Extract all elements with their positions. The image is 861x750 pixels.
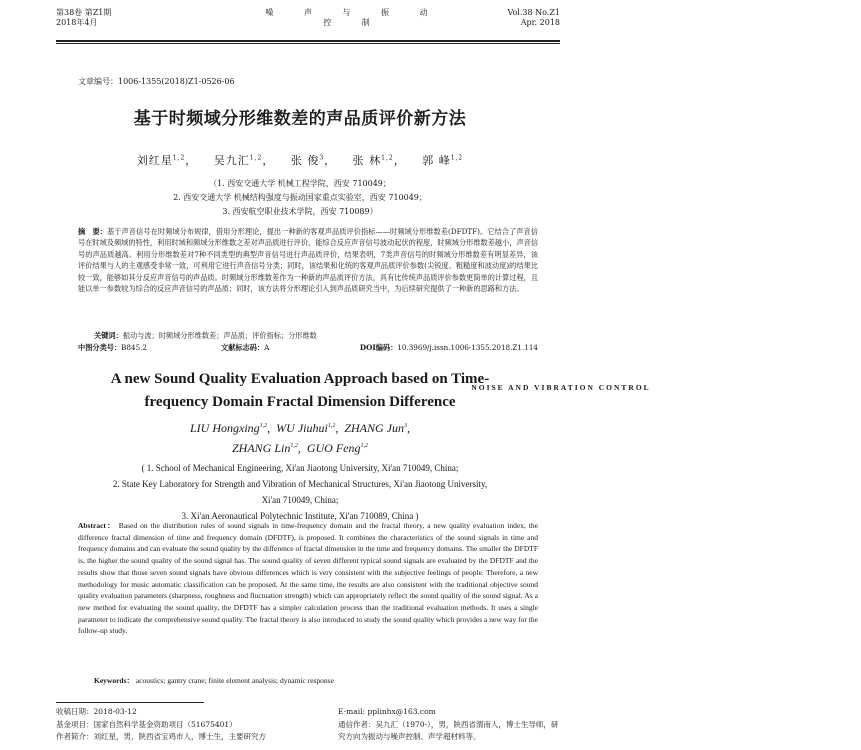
header-journal-cn: 噪 声 与 振 动 控 制: [265, 8, 442, 27]
en-abstract: [78, 520, 538, 637]
header-date-en: Apr. 2018: [520, 18, 560, 27]
cn-affiliation-line: 3. 西安航空职业技术学院，西安 710089）: [222, 207, 378, 216]
cn-author: 张 俊$^3$，: [290, 154, 337, 167]
en-keywords-label: Keywords：: [94, 676, 134, 685]
footnote-corresponding-2: 究方向为振动与噪声控制、声学超材料等。: [338, 732, 481, 741]
footnote-corresponding-1: 通信作者：吴九汇（1970-），男，陕西省渭南人，博士生导师，研: [338, 719, 559, 729]
footnote-left: [56, 706, 326, 744]
en-affiliation-line: 2. State Key Laboratory for Strength and Vibration of Mechanical Structures, Xi'an Jiaotong University,: [112, 479, 488, 489]
cn-affiliation-line: （1. 西安交通大学 机械工程学院，西安 710049；: [209, 179, 391, 188]
en-author: ZHANG Lin$^{1,2}$,: [231, 441, 304, 455]
en-affiliation-line: 3. Xi'an Aeronautical Polytechnic Institute, Xi'an 710089, China ): [181, 511, 419, 521]
cn-abstract-text: 基于声音信号在时频域分布规律，借用分形理论，提出一种新的客观声品质评价指标——时频域分形维数差(DFDTF)。它结合了声音信号在时域及频域的特性，利用时域和频域分形维数之差对声品质进行评价，能综合反应声音信号波动起伏的程度，时频域分形维数差越小，声音信号的声品质越高。利用分形维数差对7种不同类型的典型声音信号进行声品质评价，结果表明，7类声音信号的时频域分形维数差有明显差异，该评价结果与人的主观感受非常一致，可利用它进行声音信号分类；同时，该结果和化统的客观声品质评价参数(尖锐度、粗糙度和波动度)的结果比较一致，能够如其分反应声音信号的声品质。时频域分形维数差作为一种新的声品质评价方法，具有比传统声品质评价参数更简单的计算过程，且能以单一参数较为综合的反应声音信号的声品质；同时，该方法将分形理论引入到声品质研究当中，为后续研究提供了一种新的思路和方法。: [78, 227, 539, 294]
en-author: GUO Feng$^{1,2}$: [306, 441, 368, 455]
footnote-author-intro: 作者简介：刘红星，男，陕西省宝鸡市人，博士生，主要研究方: [56, 732, 266, 741]
en-abstract-label: Abstract：: [78, 521, 116, 530]
header-rule-thin: [56, 43, 560, 44]
cn-author: 张 林$^{1,2}$，: [352, 154, 406, 167]
en-abstract-text: Based on the distribution rules of sound signals in time-frequency domain and the fractal theory, a new quality evaluation index, the difference fractal dimension of time and frequency domain (DFDTF), is proposed. It combines the characteristics of the sound signals in time and frequency domains and can evaluate the sound quality by the difference of fractal dimension in the time and frequency domains. The smaller the DFDTF is, the higher the sound quality of the sound signal has. The sound quality of seven different typical sound signals are evaluated by the DFDTF and the results show that those seven sound signals have obvious differences which is very consistent with the subjective feelings of people. Therefore, a new methodology for music automatic classification can be proposed. At the same time, the results are also consistent with the traditional objective sound quality evaluation parameters (sharpness, roughness and fluctuation strength) which can appropriately reflect the sound quality of the sound signal. As a new method for evaluating the sound quality, the DFDTF has a simpler calculation process than the traditional evaluation methods. It uses a single parameter to indicate the comprehensive sound quality. The fractal theory is also introduced to study the sound quality which provides a new way for the follow-up study.: [78, 521, 539, 636]
article-number: 文章编号：1006-1355(2018)Z1-0526-06: [78, 77, 235, 86]
cn-keywords: [94, 331, 317, 341]
cn-author: 吴九汇$^{1,2}$，: [213, 154, 275, 167]
cn-affiliations: [0, 177, 600, 219]
en-title-line: A new Sound Quality Evaluation Approach based on Time-: [110, 371, 490, 387]
cn-author: 刘红星$^{1,2}$，: [136, 154, 198, 167]
en-title-line: frequency Domain Fractal Dimension Difference: [144, 394, 456, 410]
clc-number: 中图分类号：B845.2: [78, 343, 147, 352]
footnote-fund: 基金项目：国家自然科学基金资助项目（51675401）: [56, 719, 237, 729]
en-affiliation-line: ( 1. School of Mechanical Engineering, Xi'an Jiaotong University, Xi'an 710049, China;: [141, 463, 459, 473]
en-affiliations: [0, 460, 600, 524]
en-author: ZHANG Jun$^3$,: [344, 421, 410, 435]
en-affiliation-line: Xi'an 710049, China;: [261, 495, 339, 505]
footnote-email: E-mail: pplinhx@163.com: [338, 707, 436, 716]
header-journal-en: NOISE AND VIBRATION CONTROL: [471, 383, 651, 392]
en-authors-line: [0, 438, 600, 458]
cn-abstract-label: 摘 要：: [78, 227, 108, 236]
cn-author: 郭 峰$^{1,2}$: [422, 154, 464, 167]
header-left: [56, 8, 111, 28]
en-author: LIU Hongxing$^{1,2}$,: [190, 421, 274, 435]
header-rule-thick: [56, 40, 560, 42]
cn-title: 基于时频域分形维数差的声品质评价新方法: [133, 109, 467, 129]
cn-authors: [0, 152, 600, 168]
header-right: [507, 8, 560, 28]
en-authors-line: [0, 418, 600, 438]
header-volume-cn: 第38卷 第Z1期: [56, 8, 112, 17]
en-keywords: [94, 675, 334, 686]
header-volume-en: Vol.38 No.Z1: [507, 8, 560, 17]
en-authors: [0, 418, 600, 458]
cn-keywords-label: 关键词：: [94, 331, 123, 340]
footnote-rule: [56, 702, 204, 703]
cn-keywords-text: 振动与波；时频域分形维数差；声品质；评价指标；分形维数: [122, 331, 317, 340]
en-title: [0, 368, 600, 414]
cn-affiliation-line: 2. 西安交通大学 机械结构强度与振动国家重点实验室，西安 710049；: [173, 193, 427, 202]
cn-abstract: [78, 226, 538, 294]
header-date-cn: 2018年4月: [56, 18, 98, 27]
footnote-right: [338, 706, 568, 744]
en-keywords-text: acoustics; gantry crane; finite element analysis; dynamic response: [135, 676, 334, 685]
en-author: WU Jiuhui$^{1,2}$,: [276, 421, 342, 435]
doi: DOI编码：10.3969/j.issn.1006-1355.2018.Z1.114: [359, 343, 538, 352]
footnote-received: 收稿日期：2018-03-12: [56, 707, 137, 716]
document-code: 文献标志码：A: [221, 343, 270, 352]
